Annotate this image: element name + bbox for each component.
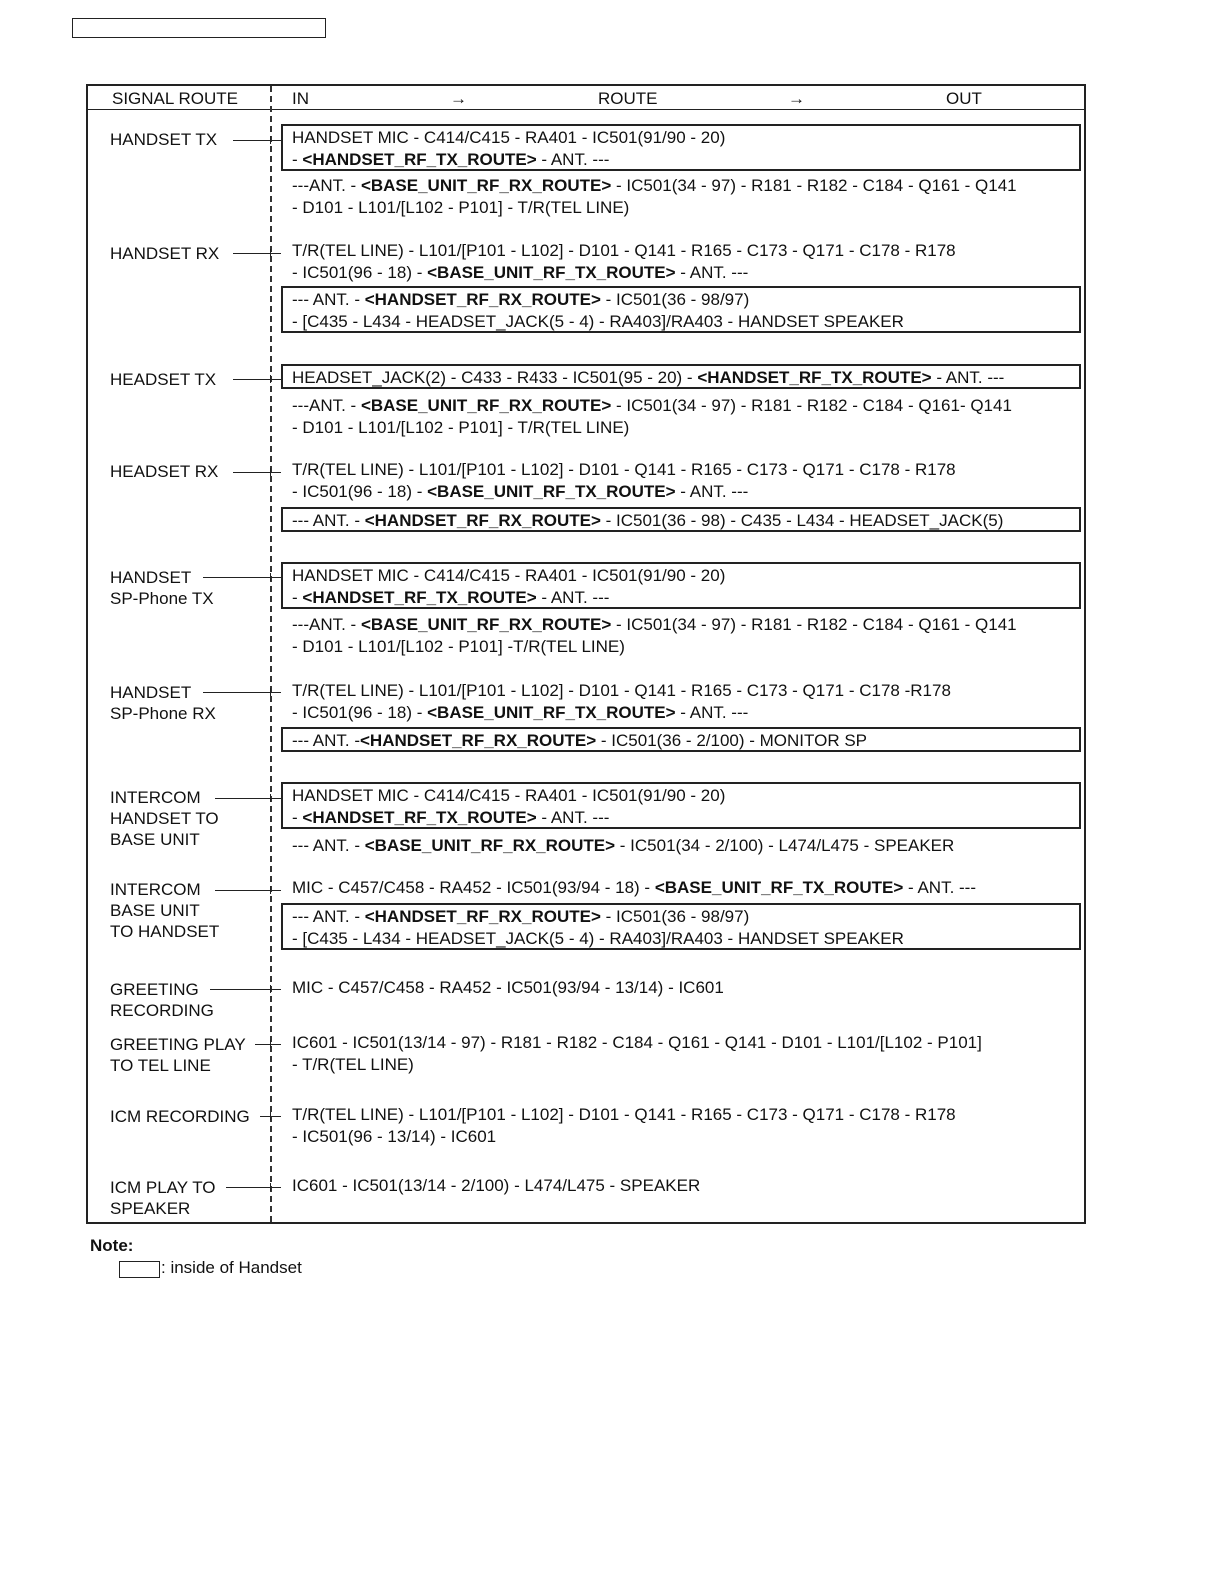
handset-inside-box — [281, 364, 1081, 389]
route-line — [292, 481, 748, 503]
route-text: ---ANT. - — [292, 396, 361, 415]
route-text: - IC501(96 - 18) - — [292, 482, 428, 501]
route-text: - IC501(96 - 13/14) - IC601 — [292, 1127, 497, 1146]
route-block-name: <HANDSET_RF_RX_ROUTE> — [360, 731, 597, 750]
route-block-name: <HANDSET_RF_TX_ROUTE> — [302, 588, 537, 607]
row-leader-line — [233, 253, 281, 254]
row-leader-tick — [270, 794, 271, 802]
route-line — [292, 1054, 414, 1076]
route-text: T/R(TEL LINE) - L101/[P101 - L102] - D101 - Q141 - R165 - C173 - Q171 - C178 - R178 — [292, 460, 956, 479]
route-text: - IC501(34 - 97) - R181 - R182 - C184 - Q161 - Q141 — [611, 176, 1017, 195]
row-leader-line — [255, 1044, 281, 1045]
route-line — [292, 1126, 496, 1148]
route-text: --- ANT. - — [292, 290, 365, 309]
header-route: ROUTE — [598, 89, 658, 108]
route-line — [292, 417, 629, 439]
route-text: - IC501(36 - 2/100) - MONITOR SP — [596, 731, 867, 750]
route-text: - IC501(96 - 18) - — [292, 703, 428, 722]
row-label: ICM PLAY TO SPEAKER — [110, 1178, 216, 1218]
row-leader-line — [215, 890, 281, 891]
handset-inside-box — [281, 903, 1081, 950]
route-text: - — [292, 588, 303, 607]
route-block-name: <BASE_UNIT_RF_TX_ROUTE> — [654, 878, 904, 897]
route-text: - ANT. --- — [536, 808, 610, 827]
route-text: IC601 - IC501(13/14 - 2/100) - L474/L475 - SPEAKER — [292, 1176, 701, 1195]
route-text: --- ANT. - — [292, 511, 365, 530]
route-block-name: <HANDSET_RF_TX_ROUTE> — [302, 150, 537, 169]
route-block-name: <HANDSET_RF_RX_ROUTE> — [364, 290, 601, 309]
route-block-name: <BASE_UNIT_RF_RX_ROUTE> — [360, 176, 612, 195]
route-block-name: <BASE_UNIT_RF_TX_ROUTE> — [427, 703, 676, 722]
route-line — [292, 1175, 700, 1197]
row-label: INTERCOM HANDSET TO BASE UNIT — [110, 788, 219, 849]
row-leader-tick — [270, 985, 271, 993]
route-block-name: <HANDSET_RF_RX_ROUTE> — [364, 511, 601, 530]
route-block-name: <HANDSET_RF_TX_ROUTE> — [697, 368, 932, 387]
route-text: - T/R(TEL LINE) — [292, 1055, 414, 1074]
route-text: - — [292, 808, 303, 827]
route-block-name: <BASE_UNIT_RF_RX_ROUTE> — [360, 396, 612, 415]
route-line — [292, 977, 724, 999]
route-line — [292, 175, 1017, 197]
handset-inside-box — [281, 727, 1081, 752]
route-text: T/R(TEL LINE) - L101/[P101 - L102] - D101 - Q141 - R165 - C173 - Q171 - C178 - R178 — [292, 241, 956, 260]
route-text: - IC501(36 - 98) - C435 - L434 - HEADSET_JACK(5) — [600, 511, 1004, 530]
row-leader-tick — [270, 1183, 271, 1191]
header-in: IN — [292, 89, 309, 108]
handset-inside-box — [281, 286, 1081, 333]
route-text: - [C435 - L434 - HEADSET_JACK(5 - 4) - RA403]/RA403 - HANDSET SPEAKER — [292, 929, 904, 948]
route-line — [292, 262, 748, 284]
row-leader-tick — [270, 249, 271, 257]
route-text: - D101 - L101/[L102 - P101] -T/R(TEL LINE) — [292, 637, 625, 656]
route-text: - D101 - L101/[L102 - P101] - T/R(TEL LINE) — [292, 198, 630, 217]
row-label: GREETING RECORDING — [110, 980, 214, 1020]
row-label: HANDSET RX — [110, 244, 220, 263]
note-text: : inside of Handset — [161, 1258, 302, 1277]
route-line — [292, 877, 976, 899]
route-line — [292, 614, 1017, 636]
row-label: HEADSET TX — [110, 370, 217, 389]
row-label: HEADSET RX — [110, 462, 219, 481]
route-line — [292, 197, 629, 219]
route-text: - IC501(36 - 98/97) — [600, 907, 750, 926]
route-text: - IC501(36 - 98/97) — [600, 290, 750, 309]
handset-inside-box — [281, 507, 1081, 532]
row-leader-line — [233, 140, 281, 141]
route-text: - ANT. --- — [675, 482, 749, 501]
route-block-name: <BASE_UNIT_RF_TX_ROUTE> — [427, 263, 676, 282]
header-arrow-1: → — [450, 89, 467, 108]
handset-inside-box — [281, 562, 1081, 609]
route-text: - — [292, 150, 303, 169]
route-text: --- ANT. - — [292, 836, 365, 855]
table-header — [88, 86, 1084, 110]
route-block-name: <BASE_UNIT_RF_TX_ROUTE> — [427, 482, 676, 501]
route-text: ---ANT. - — [292, 176, 361, 195]
row-leader-tick — [270, 375, 271, 383]
route-text: --- ANT. - — [292, 907, 365, 926]
row-leader-line — [233, 472, 281, 473]
route-text: IC601 - IC501(13/14 - 97) - R181 - R182 - C184 - Q161 - Q141 - D101 - L101/[L102 - P101] — [292, 1033, 982, 1052]
row-leader-tick — [270, 1112, 271, 1120]
row-label: HANDSET SP-Phone TX — [110, 568, 214, 608]
route-text: ---ANT. - — [292, 615, 361, 634]
route-text: --- ANT. - — [292, 731, 360, 750]
route-text: - D101 - L101/[L102 - P101] - T/R(TEL LINE) — [292, 418, 630, 437]
route-line — [292, 395, 1012, 417]
route-text: - IC501(96 - 18) - — [292, 263, 428, 282]
route-block-name: <BASE_UNIT_RF_RX_ROUTE> — [364, 836, 616, 855]
route-text: HANDSET MIC - C414/C415 - RA401 - IC501(91/90 - 20) — [292, 566, 726, 585]
route-text: T/R(TEL LINE) - L101/[P101 - L102] - D101 - Q141 - R165 - C173 - Q171 - C178 - R178 — [292, 1105, 956, 1124]
row-label: HANDSET SP-Phone RX — [110, 683, 216, 723]
row-leader-tick — [270, 136, 271, 144]
route-text: - [C435 - L434 - HEADSET_JACK(5 - 4) - RA403]/RA403 - HANDSET SPEAKER — [292, 312, 904, 331]
row-leader-line — [226, 1187, 281, 1188]
row-leader-line — [215, 798, 281, 799]
handset-inside-box — [281, 782, 1081, 829]
row-leader-tick — [270, 573, 271, 581]
route-line — [292, 835, 954, 857]
header-signal-route: SIGNAL ROUTE — [112, 89, 238, 108]
route-line — [292, 636, 625, 658]
route-text: HANDSET MIC - C414/C415 - RA401 - IC501(91/90 - 20) — [292, 128, 726, 147]
row-leader-tick — [270, 688, 271, 696]
route-block-name: <HANDSET_RF_RX_ROUTE> — [364, 907, 601, 926]
route-text: MIC - C457/C458 - RA452 - IC501(93/94 - 13/14) - IC601 — [292, 978, 724, 997]
row-leader-tick — [270, 886, 271, 894]
route-text: - ANT. --- — [675, 703, 749, 722]
route-line — [292, 1032, 982, 1054]
route-text: - ANT. --- — [675, 263, 749, 282]
row-label: INTERCOM BASE UNIT TO HANDSET — [110, 880, 220, 941]
route-text: HANDSET MIC - C414/C415 - RA401 - IC501(91/90 - 20) — [292, 786, 726, 805]
header-blank-box — [72, 18, 326, 38]
signal-route-table — [86, 84, 1086, 1224]
row-leader-tick — [270, 468, 271, 476]
route-text: - ANT. --- — [536, 588, 610, 607]
note-title: Note: — [90, 1236, 134, 1255]
header-out: OUT — [946, 89, 982, 108]
note-legend-box — [119, 1261, 160, 1278]
route-text: - IC501(34 - 97) - R181 - R182 - C184 - Q161- Q141 — [611, 396, 1012, 415]
route-line — [292, 702, 748, 724]
row-leader-line — [233, 379, 281, 380]
route-line — [292, 240, 956, 262]
row-label: HANDSET TX — [110, 130, 218, 149]
route-text: HEADSET_JACK(2) - C433 - R433 - IC501(95 - 20) - — [292, 368, 698, 387]
route-text: - IC501(34 - 97) - R181 - R182 - C184 - Q161 - Q141 — [611, 615, 1017, 634]
route-text: - ANT. --- — [903, 878, 976, 897]
route-line — [292, 459, 956, 481]
row-leader-tick — [270, 1040, 271, 1048]
route-line — [292, 1104, 956, 1126]
row-label: GREETING PLAY TO TEL LINE — [110, 1035, 246, 1075]
route-line — [292, 680, 951, 702]
row-label: ICM RECORDING — [110, 1107, 250, 1126]
route-block-name: <HANDSET_RF_TX_ROUTE> — [302, 808, 537, 827]
route-text: - ANT. --- — [536, 150, 610, 169]
header-arrow-2: → — [788, 89, 805, 108]
route-text: - IC501(34 - 2/100) - L474/L475 - SPEAKER — [615, 836, 955, 855]
route-text: - ANT. --- — [931, 368, 1005, 387]
handset-inside-box — [281, 124, 1081, 171]
route-text: MIC - C457/C458 - RA452 - IC501(93/94 - 18) - — [292, 878, 655, 897]
route-text: T/R(TEL LINE) - L101/[P101 - L102] - D101 - Q141 - R165 - C173 - Q171 - C178 -R178 — [292, 681, 951, 700]
route-block-name: <BASE_UNIT_RF_RX_ROUTE> — [360, 615, 612, 634]
